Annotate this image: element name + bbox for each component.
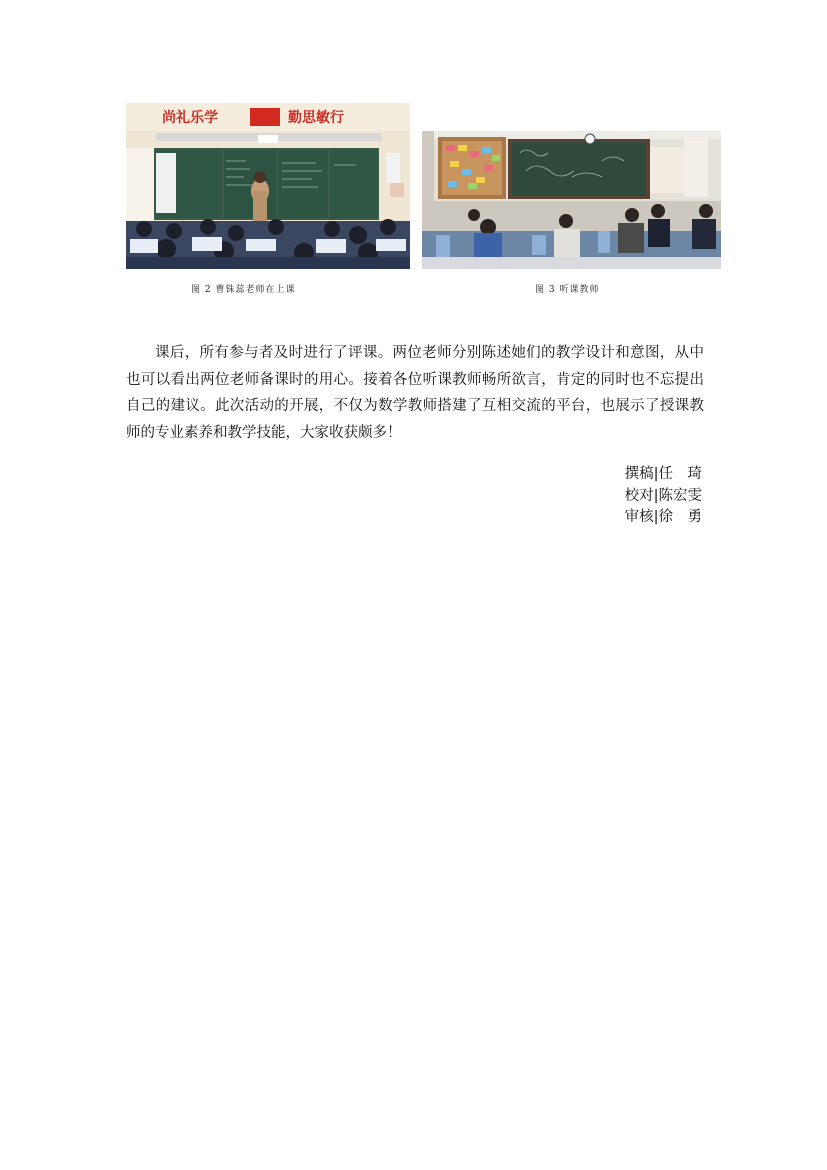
figure-3-caption: 图 3 听课教师 [535,285,600,295]
banner-left-text: 尚礼乐学 [162,110,218,126]
classroom-teaching-photo [126,103,410,269]
credits-block [560,464,702,529]
observing-teachers-image [422,131,721,269]
classroom-teaching-image [126,103,410,269]
clock-icon [585,134,595,144]
flag-icon [250,108,280,126]
figure-2-caption: 图 2 曹铢蕊老师在上课 [191,285,296,295]
banner-right-text: 勤思敏行 [288,110,344,126]
writer-credit: 撰稿|任 琦 [624,466,702,482]
observing-teachers-photo [422,131,721,269]
reviewer-credit: 审核|徐 勇 [624,509,702,525]
body-paragraph: 课后，所有参与者及时进行了评课。两位老师分别陈述她们的教学设计和意图，从中也可以看出两位老师备课时的用心。接着各位听课教师畅所欲言，肯定的同时也不忘提出自己的建议。此次活动的开展，不仅为数学教师搭建了互相交流的平台，也展示了授课教师的专业素养和教学技能，大家收获颇多！ [126,345,704,441]
proofreader-credit: 校对|陈宏雯 [624,487,702,504]
